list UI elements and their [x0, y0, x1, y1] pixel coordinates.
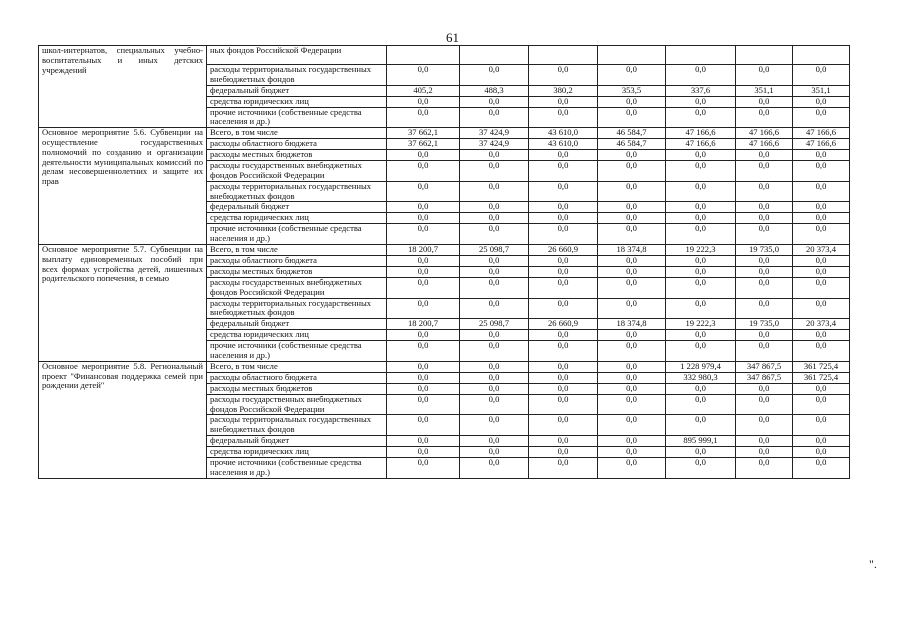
amount-cell: 0,0 — [460, 330, 529, 341]
table-row — [39, 128, 850, 139]
amount-cell: 0,0 — [387, 202, 460, 213]
amount-cell: 0,0 — [793, 202, 850, 213]
amount-cell: 488,3 — [460, 85, 529, 96]
amount-cell: 46 584,7 — [598, 128, 666, 139]
funding-source-cell: Всего, в том числе — [207, 361, 387, 372]
amount-cell: 0,0 — [529, 255, 598, 266]
amount-cell: 0,0 — [598, 65, 666, 86]
amount-cell: 0,0 — [598, 383, 666, 394]
amount-cell: 25 098,7 — [460, 244, 529, 255]
table-row — [39, 46, 850, 65]
amount-cell: 353,5 — [598, 85, 666, 96]
table-row — [39, 361, 850, 372]
funding-source-cell: расходы территориальных государственных внебюджетных фондов — [207, 415, 387, 436]
amount-cell: 0,0 — [598, 330, 666, 341]
amount-cell: 0,0 — [460, 298, 529, 319]
amount-cell: 18 200,7 — [387, 244, 460, 255]
funding-source-cell: средства юридических лиц — [207, 96, 387, 107]
funding-source-cell: прочие источники (собственные средства населения и др.) — [207, 457, 387, 478]
amount-cell: 0,0 — [793, 435, 850, 446]
amount-cell: 26 660,9 — [529, 319, 598, 330]
amount-cell: 380,2 — [529, 85, 598, 96]
amount-cell: 26 660,9 — [529, 244, 598, 255]
amount-cell: 0,0 — [460, 457, 529, 478]
amount-cell: 0,0 — [736, 266, 793, 277]
amount-cell: 0,0 — [666, 415, 736, 436]
funding-source-cell: расходы территориальных государственных внебюджетных фондов — [207, 65, 387, 86]
amount-cell: 0,0 — [736, 330, 793, 341]
amount-cell — [529, 46, 598, 65]
amount-cell: 0,0 — [736, 255, 793, 266]
amount-cell: 0,0 — [793, 341, 850, 362]
amount-cell: 0,0 — [460, 161, 529, 182]
amount-cell: 0,0 — [387, 341, 460, 362]
table-body — [39, 46, 850, 479]
amount-cell: 0,0 — [666, 107, 736, 128]
amount-cell: 0,0 — [793, 457, 850, 478]
amount-cell: 0,0 — [793, 255, 850, 266]
amount-cell: 0,0 — [387, 150, 460, 161]
amount-cell: 18 374,8 — [598, 319, 666, 330]
amount-cell: 43 610,0 — [529, 128, 598, 139]
amount-cell: 37 662,1 — [387, 128, 460, 139]
amount-cell: 0,0 — [529, 107, 598, 128]
funding-source-cell: расходы государственных внебюджетных фондов Российской Федерации — [207, 394, 387, 415]
amount-cell: 0,0 — [793, 446, 850, 457]
amount-cell: 0,0 — [598, 150, 666, 161]
amount-cell — [793, 46, 850, 65]
amount-cell: 0,0 — [666, 330, 736, 341]
amount-cell: 0,0 — [736, 161, 793, 182]
funding-source-cell: расходы местных бюджетов — [207, 150, 387, 161]
amount-cell: 25 098,7 — [460, 319, 529, 330]
amount-cell: 0,0 — [666, 277, 736, 298]
amount-cell: 0,0 — [793, 224, 850, 245]
amount-cell: 0,0 — [460, 181, 529, 202]
amount-cell: 0,0 — [736, 65, 793, 86]
amount-cell: 0,0 — [598, 446, 666, 457]
amount-cell: 0,0 — [529, 96, 598, 107]
amount-cell: 0,0 — [598, 181, 666, 202]
amount-cell: 0,0 — [460, 150, 529, 161]
amount-cell: 20 373,4 — [793, 319, 850, 330]
amount-cell: 0,0 — [387, 394, 460, 415]
funding-source-cell: средства юридических лиц — [207, 330, 387, 341]
funding-source-cell: Всего, в том числе — [207, 128, 387, 139]
amount-cell: 0,0 — [666, 394, 736, 415]
amount-cell: 0,0 — [666, 266, 736, 277]
amount-cell: 347 867,5 — [736, 361, 793, 372]
amount-cell: 0,0 — [736, 298, 793, 319]
funding-source-cell: федеральный бюджет — [207, 202, 387, 213]
amount-cell: 18 200,7 — [387, 319, 460, 330]
amount-cell: 332 980,3 — [666, 372, 736, 383]
funding-source-cell: расходы областного бюджета — [207, 139, 387, 150]
page-number: 61 — [446, 30, 459, 45]
amount-cell: 0,0 — [666, 298, 736, 319]
amount-cell: 0,0 — [666, 446, 736, 457]
amount-cell: 19 735,0 — [736, 319, 793, 330]
amount-cell: 0,0 — [460, 277, 529, 298]
amount-cell: 0,0 — [387, 96, 460, 107]
amount-cell: 0,0 — [529, 298, 598, 319]
amount-cell: 0,0 — [598, 457, 666, 478]
amount-cell: 0,0 — [793, 96, 850, 107]
amount-cell: 0,0 — [666, 213, 736, 224]
amount-cell: 0,0 — [736, 96, 793, 107]
measure-name-cell: Основное мероприятие 5.6. Субвенции на осуществление государственных полномочий по созданию и организации деятельности муниципальных комиссий по делам несовершеннолетних и защите их прав — [39, 128, 207, 245]
funding-source-cell: прочие источники (собственные средства населения и др.) — [207, 224, 387, 245]
funding-source-cell: расходы областного бюджета — [207, 372, 387, 383]
amount-cell: 0,0 — [666, 181, 736, 202]
amount-cell: 0,0 — [460, 266, 529, 277]
funding-source-cell: федеральный бюджет — [207, 435, 387, 446]
amount-cell: 0,0 — [529, 435, 598, 446]
amount-cell: 37 662,1 — [387, 139, 460, 150]
amount-cell: 0,0 — [460, 435, 529, 446]
funding-source-cell: ных фондов Российской Федерации — [207, 46, 387, 65]
amount-cell: 46 584,7 — [598, 139, 666, 150]
amount-cell: 0,0 — [736, 150, 793, 161]
amount-cell — [460, 46, 529, 65]
amount-cell: 0,0 — [387, 161, 460, 182]
amount-cell: 0,0 — [387, 361, 460, 372]
amount-cell: 0,0 — [598, 224, 666, 245]
amount-cell: 361 725,4 — [793, 372, 850, 383]
amount-cell: 0,0 — [387, 415, 460, 436]
funding-source-cell: Всего, в том числе — [207, 244, 387, 255]
closing-quote-mark: ". — [869, 557, 877, 571]
amount-cell: 0,0 — [529, 415, 598, 436]
amount-cell: 0,0 — [529, 277, 598, 298]
amount-cell: 0,0 — [598, 298, 666, 319]
amount-cell: 0,0 — [460, 202, 529, 213]
amount-cell: 19 222,3 — [666, 244, 736, 255]
funding-source-cell: расходы территориальных государственных внебюджетных фондов — [207, 298, 387, 319]
funding-source-cell: средства юридических лиц — [207, 213, 387, 224]
amount-cell: 0,0 — [793, 107, 850, 128]
amount-cell: 0,0 — [598, 202, 666, 213]
amount-cell: 0,0 — [460, 446, 529, 457]
amount-cell: 0,0 — [460, 213, 529, 224]
amount-cell: 0,0 — [736, 435, 793, 446]
amount-cell: 37 424,9 — [460, 128, 529, 139]
amount-cell: 0,0 — [529, 446, 598, 457]
amount-cell: 0,0 — [598, 161, 666, 182]
amount-cell: 0,0 — [736, 446, 793, 457]
amount-cell: 0,0 — [460, 361, 529, 372]
amount-cell: 0,0 — [529, 181, 598, 202]
funding-source-cell: прочие источники (собственные средства населения и др.) — [207, 341, 387, 362]
amount-cell: 0,0 — [460, 341, 529, 362]
amount-cell: 37 424,9 — [460, 139, 529, 150]
amount-cell: 0,0 — [529, 65, 598, 86]
amount-cell: 0,0 — [736, 383, 793, 394]
amount-cell: 361 725,4 — [793, 361, 850, 372]
amount-cell: 0,0 — [387, 213, 460, 224]
amount-cell: 0,0 — [529, 383, 598, 394]
amount-cell: 0,0 — [736, 341, 793, 362]
funding-source-cell: прочие источники (собственные средства населения и др.) — [207, 107, 387, 128]
amount-cell: 0,0 — [529, 361, 598, 372]
amount-cell: 0,0 — [460, 96, 529, 107]
amount-cell: 0,0 — [529, 161, 598, 182]
amount-cell: 0,0 — [460, 415, 529, 436]
amount-cell: 0,0 — [736, 202, 793, 213]
amount-cell: 18 374,8 — [598, 244, 666, 255]
amount-cell: 0,0 — [736, 224, 793, 245]
amount-cell: 0,0 — [598, 415, 666, 436]
amount-cell: 0,0 — [793, 150, 850, 161]
amount-cell: 0,0 — [387, 224, 460, 245]
amount-cell: 0,0 — [666, 161, 736, 182]
amount-cell: 0,0 — [666, 457, 736, 478]
funding-source-cell: федеральный бюджет — [207, 85, 387, 96]
funding-source-cell: средства юридических лиц — [207, 446, 387, 457]
amount-cell: 0,0 — [736, 457, 793, 478]
amount-cell: 0,0 — [529, 213, 598, 224]
amount-cell: 0,0 — [529, 330, 598, 341]
amount-cell: 0,0 — [598, 341, 666, 362]
amount-cell: 337,6 — [666, 85, 736, 96]
amount-cell: 20 373,4 — [793, 244, 850, 255]
amount-cell: 0,0 — [387, 181, 460, 202]
amount-cell: 0,0 — [793, 394, 850, 415]
amount-cell: 0,0 — [529, 394, 598, 415]
amount-cell: 0,0 — [529, 266, 598, 277]
amount-cell: 0,0 — [598, 361, 666, 372]
amount-cell — [387, 46, 460, 65]
amount-cell: 47 166,6 — [666, 139, 736, 150]
amount-cell: 0,0 — [666, 150, 736, 161]
amount-cell: 0,0 — [793, 213, 850, 224]
amount-cell: 351,1 — [736, 85, 793, 96]
amount-cell: 43 610,0 — [529, 139, 598, 150]
measure-name-cell: Основное мероприятие 5.7. Субвенции на выплату единовременных пособий при всех формах устройства детей, лишенных родительского попечения, в семью — [39, 244, 207, 361]
amount-cell: 0,0 — [529, 224, 598, 245]
amount-cell: 0,0 — [598, 213, 666, 224]
amount-cell: 0,0 — [387, 65, 460, 86]
amount-cell: 347 867,5 — [736, 372, 793, 383]
amount-cell: 0,0 — [460, 372, 529, 383]
amount-cell: 0,0 — [666, 383, 736, 394]
funding-source-cell: расходы территориальных государственных внебюджетных фондов — [207, 181, 387, 202]
amount-cell: 0,0 — [387, 457, 460, 478]
amount-cell: 0,0 — [529, 202, 598, 213]
amount-cell: 895 999,1 — [666, 435, 736, 446]
amount-cell: 0,0 — [460, 65, 529, 86]
amount-cell: 0,0 — [793, 266, 850, 277]
amount-cell: 0,0 — [736, 213, 793, 224]
amount-cell: 1 228 979,4 — [666, 361, 736, 372]
amount-cell: 47 166,6 — [736, 139, 793, 150]
amount-cell: 19 735,0 — [736, 244, 793, 255]
amount-cell: 0,0 — [387, 266, 460, 277]
amount-cell: 19 222,3 — [666, 319, 736, 330]
amount-cell: 0,0 — [793, 383, 850, 394]
amount-cell: 0,0 — [460, 255, 529, 266]
amount-cell: 0,0 — [387, 372, 460, 383]
amount-cell: 0,0 — [529, 150, 598, 161]
funding-source-cell: федеральный бюджет — [207, 319, 387, 330]
funding-source-cell: расходы местных бюджетов — [207, 266, 387, 277]
amount-cell: 0,0 — [793, 277, 850, 298]
amount-cell: 0,0 — [736, 415, 793, 436]
amount-cell: 0,0 — [460, 224, 529, 245]
amount-cell: 0,0 — [598, 372, 666, 383]
amount-cell: 0,0 — [666, 202, 736, 213]
funding-source-cell: расходы государственных внебюджетных фондов Российской Федерации — [207, 277, 387, 298]
amount-cell — [666, 46, 736, 65]
amount-cell: 0,0 — [736, 277, 793, 298]
amount-cell: 0,0 — [529, 341, 598, 362]
amount-cell: 0,0 — [736, 181, 793, 202]
amount-cell: 47 166,6 — [793, 128, 850, 139]
funding-source-cell: расходы областного бюджета — [207, 255, 387, 266]
amount-cell: 0,0 — [387, 435, 460, 446]
amount-cell: 0,0 — [793, 65, 850, 86]
amount-cell: 0,0 — [666, 96, 736, 107]
amount-cell: 0,0 — [387, 446, 460, 457]
amount-cell: 0,0 — [666, 255, 736, 266]
amount-cell: 0,0 — [598, 107, 666, 128]
amount-cell: 0,0 — [387, 277, 460, 298]
amount-cell: 0,0 — [666, 65, 736, 86]
amount-cell: 0,0 — [529, 372, 598, 383]
amount-cell: 0,0 — [387, 107, 460, 128]
amount-cell: 0,0 — [793, 330, 850, 341]
amount-cell: 0,0 — [598, 255, 666, 266]
amount-cell: 0,0 — [529, 457, 598, 478]
amount-cell: 0,0 — [793, 415, 850, 436]
amount-cell — [736, 46, 793, 65]
amount-cell — [598, 46, 666, 65]
amount-cell: 405,2 — [387, 85, 460, 96]
amount-cell: 47 166,6 — [736, 128, 793, 139]
amount-cell: 0,0 — [387, 255, 460, 266]
amount-cell: 0,0 — [598, 266, 666, 277]
amount-cell: 0,0 — [793, 181, 850, 202]
amount-cell: 0,0 — [387, 298, 460, 319]
amount-cell: 351,1 — [793, 85, 850, 96]
amount-cell: 0,0 — [598, 394, 666, 415]
amount-cell: 0,0 — [598, 277, 666, 298]
budget-table — [38, 45, 850, 479]
funding-source-cell: расходы государственных внебюджетных фондов Российской Федерации — [207, 161, 387, 182]
amount-cell: 0,0 — [387, 383, 460, 394]
amount-cell: 0,0 — [793, 298, 850, 319]
amount-cell: 0,0 — [736, 107, 793, 128]
measure-name-cell: Основное мероприятие 5.8. Региональный проект "Финансовая поддержка семей при рождении детей" — [39, 361, 207, 478]
amount-cell: 0,0 — [666, 341, 736, 362]
amount-cell: 0,0 — [460, 107, 529, 128]
amount-cell: 0,0 — [460, 394, 529, 415]
amount-cell: 0,0 — [736, 394, 793, 415]
amount-cell: 0,0 — [666, 224, 736, 245]
amount-cell: 0,0 — [598, 96, 666, 107]
amount-cell: 0,0 — [793, 161, 850, 182]
funding-source-cell: расходы местных бюджетов — [207, 383, 387, 394]
table-row — [39, 244, 850, 255]
amount-cell: 47 166,6 — [793, 139, 850, 150]
measure-name-cell: школ-интернатов, специальных учебно-воспитательных и иных детских учреждений — [39, 46, 207, 128]
amount-cell: 47 166,6 — [666, 128, 736, 139]
amount-cell: 0,0 — [460, 383, 529, 394]
amount-cell: 0,0 — [598, 435, 666, 446]
amount-cell: 0,0 — [387, 330, 460, 341]
